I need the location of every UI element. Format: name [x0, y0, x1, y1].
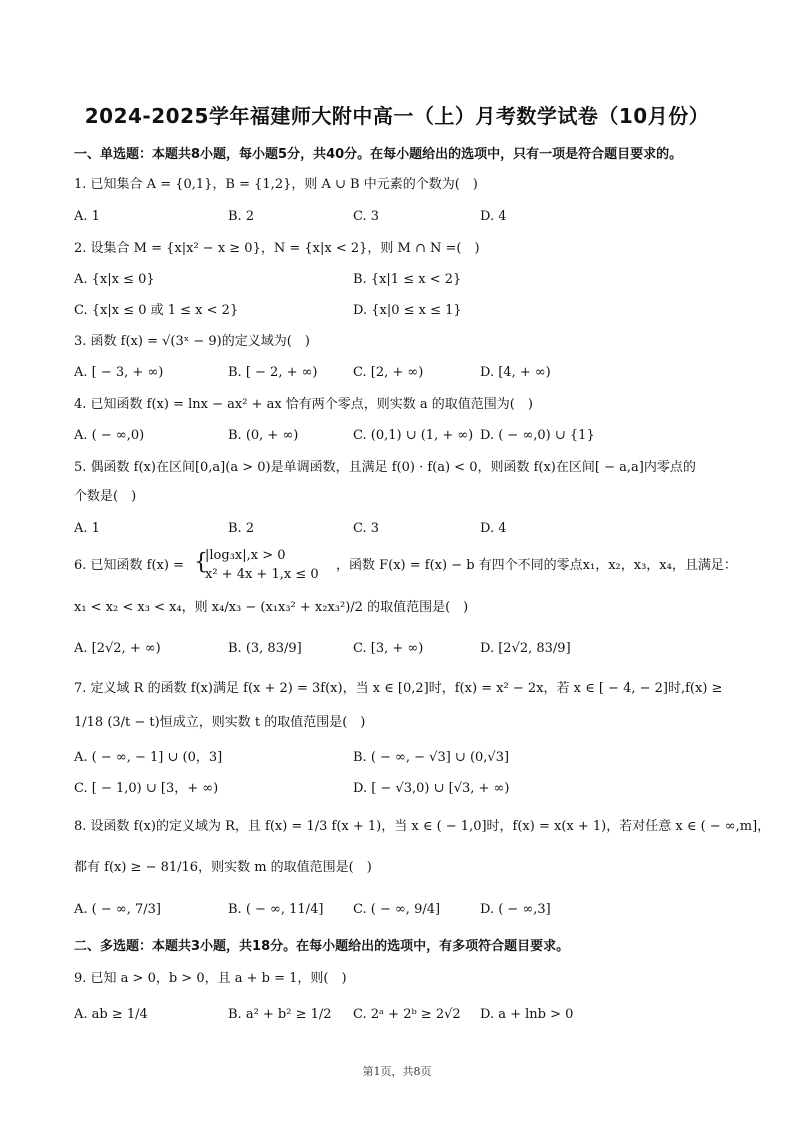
- q6-option-b: B. (3, 83/9]: [228, 641, 302, 656]
- q5-option-d: D. 4: [480, 521, 507, 536]
- q4-option-c: C. (0,1) ∪ (1, + ∞): [353, 428, 474, 443]
- q6-option-c: C. [3, + ∞): [353, 641, 424, 656]
- q9-option-a: A. ab ≥ 1/4: [74, 1007, 148, 1022]
- q7-stem-line2: 1/18 (3/t − t)恒成立，则实数 t 的取值范围是( ): [74, 715, 366, 730]
- q5-option-c: C. 3: [353, 521, 380, 536]
- q7-option-c: C. [ − 1,0) ∪ [3，+ ∞): [74, 781, 219, 796]
- exam-title: 2024-2025学年福建师大附中高一（上）月考数学试卷（10月份）: [84, 104, 710, 128]
- q9-option-d: D. a + lnb > 0: [480, 1007, 574, 1022]
- q6-option-d: D. [2√2, 83/9]: [480, 641, 571, 656]
- q1-option-a: A. 1: [74, 209, 100, 224]
- q8-stem-line2: 都有 f(x) ≥ − 81/16，则实数 m 的取值范围是( ): [74, 860, 372, 875]
- q8-option-a: A. ( − ∞, 7/3]: [74, 902, 161, 917]
- page-footer: 第1页，共8页: [362, 1065, 432, 1078]
- q2-option-b: B. {x|1 ≤ x < 2}: [353, 272, 462, 287]
- q1-option-c: C. 3: [353, 209, 380, 224]
- q8-option-d: D. ( − ∞,3]: [480, 902, 551, 917]
- q7-option-d: D. [ − √3,0) ∪ [√3, + ∞): [353, 781, 510, 796]
- q7-stem-line1: 7. 定义域 R 的函数 f(x)满足 f(x + 2) = 3f(x)，当 x ∈ [0,2]时，f(x) = x² − 2x，若 x ∈ [ − 4, − 2]时,f(x) ≥: [74, 681, 723, 696]
- q2-option-a: A. {x|x ≤ 0}: [74, 272, 155, 287]
- q6-stem-tail: ，函数 F(x) = f(x) − b 有四个不同的零点x₁，x₂，x₃，x₄，且满足：: [336, 558, 737, 573]
- q3-option-b: B. [ − 2, + ∞): [228, 365, 318, 380]
- q8-stem-line1: 8. 设函数 f(x)的定义域为 R，且 f(x) = 1/3 f(x + 1)，当 x ∈ ( − 1,0]时，f(x) = x(x + 1)，若对任意 x ∈ ( − ∞,m]，: [74, 819, 771, 834]
- q3-option-a: A. [ − 3, + ∞): [74, 365, 164, 380]
- q4-stem: 4. 已知函数 f(x) = lnx − ax² + ax 恰有两个零点，则实数 a 的取值范围为( ): [74, 397, 533, 412]
- q8-option-b: B. ( − ∞, 11/4]: [228, 902, 324, 917]
- q5-stem-line1: 5. 偶函数 f(x)在区间[0,a](a > 0)是单调函数，且满足 f(0) · f(a) < 0，则函数 f(x)在区间[ − a,a]内零点的: [74, 460, 696, 475]
- q3-option-d: D. [4, + ∞): [480, 365, 551, 380]
- section-single-choice-header: 一、单选题：本题共8小题，每小题5分，共40分。在每小题给出的选项中，只有一项是符合题目要求的。: [74, 147, 683, 162]
- q4-option-b: B. (0, + ∞): [228, 428, 299, 443]
- q7-option-a: A. ( − ∞, − 1] ∪ (0，3]: [74, 750, 223, 765]
- q9-option-b: B. a² + b² ≥ 1/2: [228, 1007, 332, 1022]
- q8-option-c: C. ( − ∞, 9/4]: [353, 902, 441, 917]
- q2-stem: 2. 设集合 M = {x|x² − x ≥ 0}，N = {x|x < 2}，则 M ∩ N =( ): [74, 241, 480, 256]
- q6-stem-line2: x₁ < x₂ < x₃ < x₄，则 x₄/x₃ − (x₁x₃² + x₂x₃²)/2 的取值范围是( ): [74, 600, 469, 615]
- q6-piecewise-brace: {: [194, 550, 208, 575]
- q5-option-a: A. 1: [74, 521, 100, 536]
- q4-option-a: A. ( − ∞,0): [74, 428, 145, 443]
- q1-stem: 1. 已知集合 A = {0,1}，B = {1,2}，则 A ∪ B 中元素的个数为( ): [74, 177, 478, 192]
- q1-option-d: D. 4: [480, 209, 507, 224]
- q4-option-d: D. ( − ∞,0) ∪ {1}: [480, 428, 595, 443]
- q3-stem: 3. 函数 f(x) = √(3ˣ − 9)的定义域为( ): [74, 334, 310, 349]
- q3-option-c: C. [2, + ∞): [353, 365, 424, 380]
- q6-stem-lead: 6. 已知函数 f(x) =: [74, 558, 184, 573]
- q6-case-2: x² + 4x + 1,x ≤ 0: [205, 567, 319, 582]
- section-multi-choice-header: 二、多选题：本题共3小题，共18分。在每小题给出的选项中，有多项符合题目要求。: [74, 939, 570, 954]
- q2-option-d: D. {x|0 ≤ x ≤ 1}: [353, 303, 462, 318]
- q6-case-1: |log₃x|,x > 0: [205, 548, 286, 563]
- q5-stem-line2: 个数是( ): [74, 489, 137, 504]
- q9-option-c: C. 2ᵃ + 2ᵇ ≥ 2√2: [353, 1007, 461, 1022]
- q5-option-b: B. 2: [228, 521, 255, 536]
- q7-option-b: B. ( − ∞, − √3] ∪ (0,√3]: [353, 750, 510, 765]
- q1-option-b: B. 2: [228, 209, 255, 224]
- q6-option-a: A. [2√2, + ∞): [74, 641, 161, 656]
- q9-stem: 9. 已知 a > 0，b > 0，且 a + b = 1，则( ): [74, 971, 347, 986]
- q2-option-c: C. {x|x ≤ 0 或 1 ≤ x < 2}: [74, 303, 239, 318]
